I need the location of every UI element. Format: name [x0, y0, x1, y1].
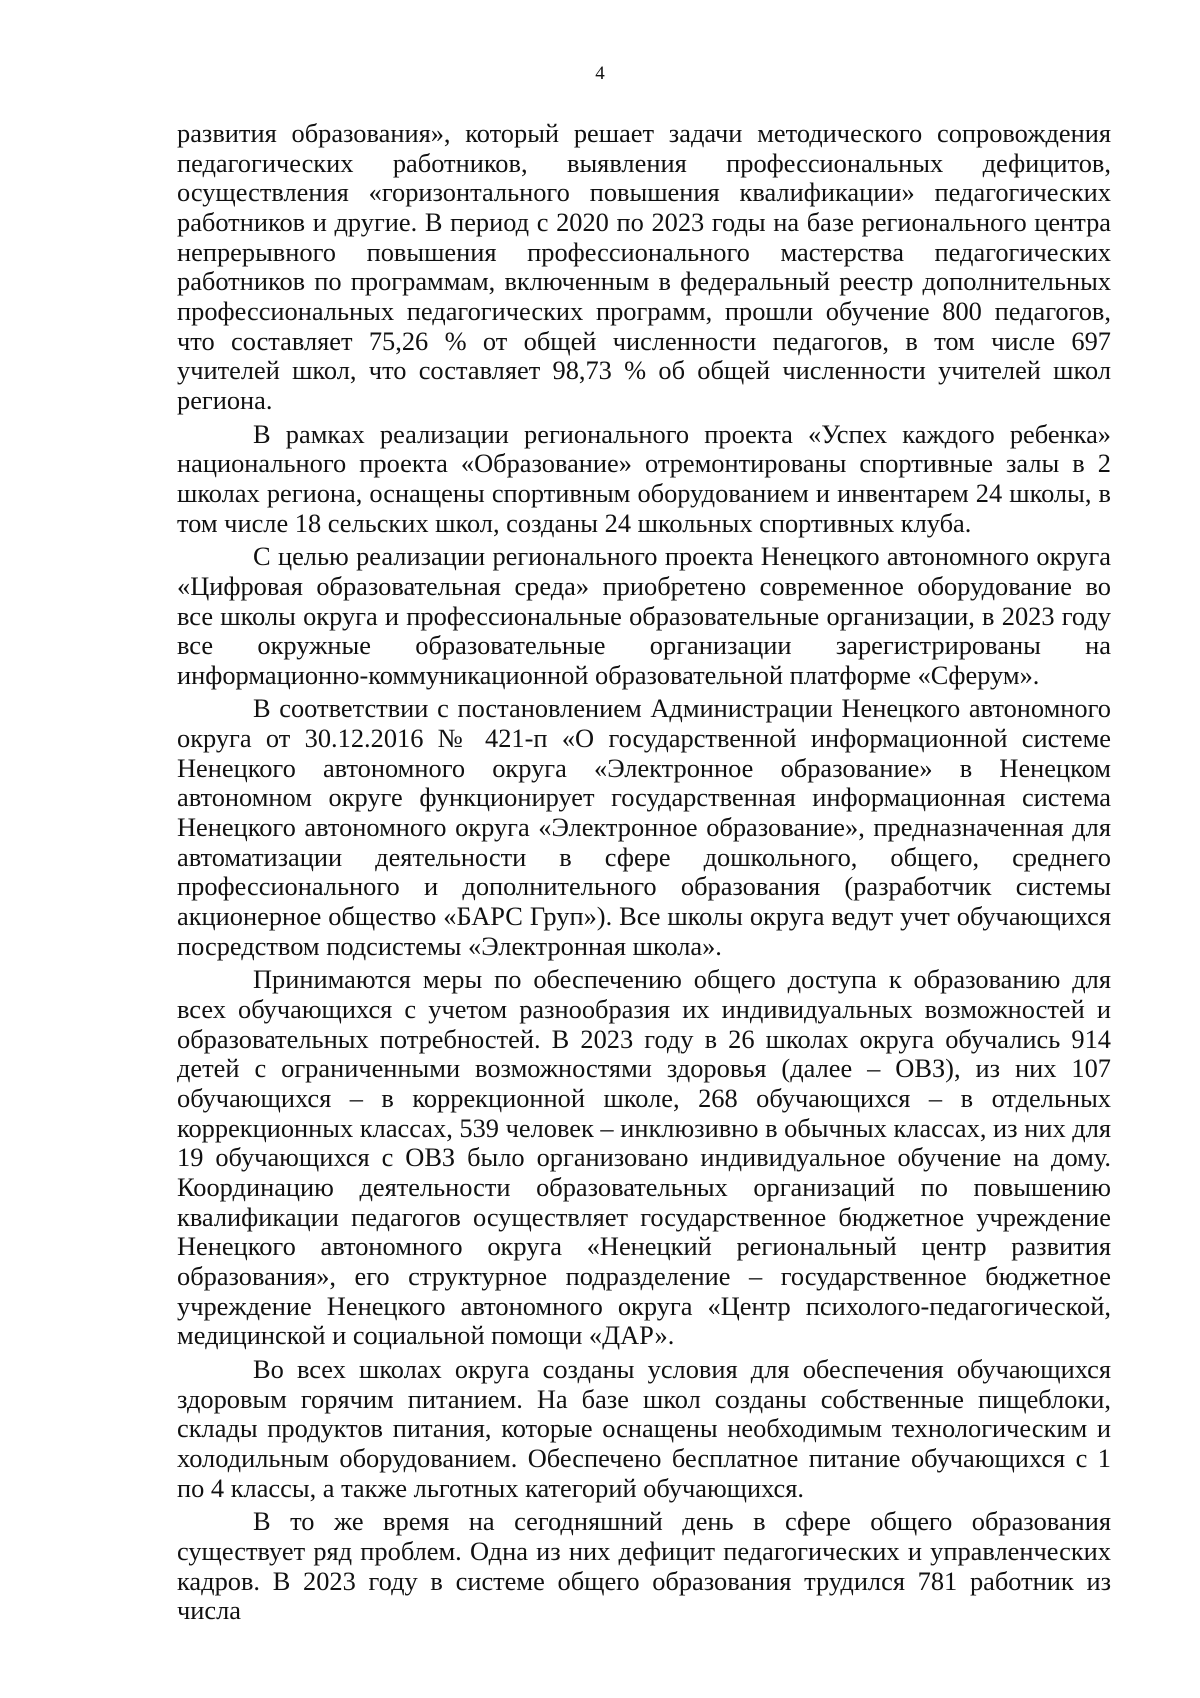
paragraph-inclusive-education: Принимаются меры по обеспечению общего доступа к образованию для всех обучающихся с учетом разнообразия их индивидуальных возможностей и образовательных потребностей. В 2023 году в 26 школах округа обучались 914 детей с ограниченными возможностями здоровья (далее – ОВЗ), из них 107 обучающихся – в коррекционной школе, 268 обучающихся – в отдельных коррекционных классах, 539 человек – инклюзивно в обычных классах, из них для 19 обучающихся с ОВЗ было организовано индивидуальное обучение на дому. Координацию деятельности образовательных организаций по повышению квалификации педагогов осуществляет государственное бюджетное учреждение Ненецкого автономного округа «Ненецкий региональный центр развития образования», его структурное подразделение – государственное бюджетное учреждение Ненецкого автономного округа «Центр психолого-педагогической, медицинской и социальной помощи «ДАР». — [177, 964, 1111, 1351]
document-body — [177, 119, 1111, 1630]
paragraph-staff-shortage: В то же время на сегодняшний день в сфере общего образования существует ряд проблем. Одна из них дефицит педагогических и управленческих кадров. В 2023 году в системе общего образования трудился 781 работник из числа — [177, 1506, 1111, 1626]
paragraph-continuation: развития образования», который решает задачи методического сопровождения педагогических работников, выявления профессиональных дефицитов, осуществления «горизонтального повышения квалификации» педагогических работников и другие. В период с 2020 по 2023 годы на базе регионального центра непрерывного повышения профессионального мастерства педагогических работников по программам, включенным в федеральный реестр дополнительных профессиональных педагогических программ, прошли обучение 800 педагогов, что составляет 75,26 % от общей численности педагогов, в том числе 697 учителей школ, что составляет 98,73 % об общей численности учителей школ региона. — [177, 118, 1111, 415]
page-number: 4 — [595, 63, 605, 84]
paragraph-sports-project: В рамках реализации регионального проекта «Успех каждого ребенка» национального проекта «Образование» отремонтированы спортивные залы в 2 школах региона, оснащены спортивным оборудованием и инвентарем 24 школы, в том числе 18 сельских школ, созданы 24 школьных спортивных клуба. — [177, 418, 1111, 538]
paragraph-electronic-education: В соответствии с постановлением Администрации Ненецкого автономного округа от 30.12.2016 № 421-п «О государственной информационной системе Ненецкого автономного округа «Электронное образование» в Ненецком автономном округе функционирует государственная информационная система Ненецкого автономного округа «Электронное образование», предназначенная для автоматизации деятельности в сфере дошкольного, общего, среднего профессионального и дополнительного образования (разработчик системы акционерное общество «БАРС Груп»). Все школы округа ведут учет обучающихся посредством подсистемы «Электронная школа». — [177, 693, 1111, 961]
paragraph-school-meals: Во всех школах округа созданы условия для обеспечения обучающихся здоровым горячим питанием. На базе школ созданы собственные пищеблоки, склады продуктов питания, которые оснащены необходимым технологическим и холодильным оборудованием. Обеспечено бесплатное питание обучающихся с 1 по 4 классы, а также льготных категорий обучающихся. — [177, 1353, 1111, 1503]
paragraph-digital-environment: С целью реализации регионального проекта Ненецкого автономного округа «Цифровая образовательная среда» приобретено современное оборудование во все школы округа и профессиональные образовательные организации, в 2023 году все окружные образовательные организации зарегистрированы на информационно-коммуникационной образовательной платформе «Сферум». — [177, 541, 1111, 690]
